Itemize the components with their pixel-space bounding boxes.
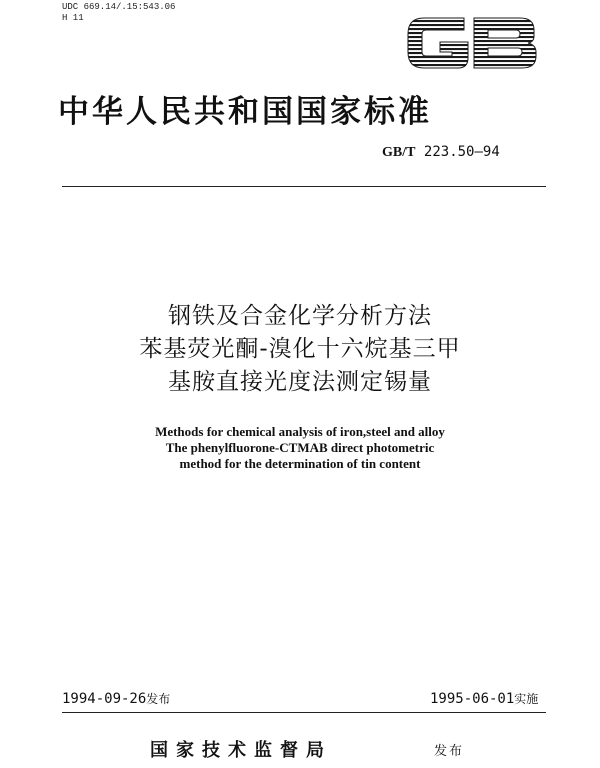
effective-date xyxy=(430,690,538,707)
en-title-line-3: method for the determination of tin content xyxy=(179,456,421,471)
effective-date-value: 1995-06-01 xyxy=(430,691,515,707)
bottom-divider xyxy=(62,712,546,713)
en-title-line-1: Methods for chemical analysis of iron,steel and alloy xyxy=(155,424,445,439)
effective-date-label: 实施 xyxy=(514,692,539,706)
issue-date-value: 1994-09-26 xyxy=(62,691,147,707)
top-divider xyxy=(62,186,546,187)
national-standard-title: 中华人民共和国国家标准 xyxy=(58,94,432,130)
classification-code: H 11 xyxy=(62,13,84,23)
issuing-authority: 国家技术监督局 xyxy=(150,740,332,761)
standard-code xyxy=(382,144,500,161)
zh-title-line-3: 基胺直接光度法测定锡量 xyxy=(168,369,432,395)
en-title-line-2: The phenylfluorone-CTMAB direct photometric xyxy=(165,440,435,455)
zh-title-line-2: 苯基荧光酮-溴化十六烷基三甲 xyxy=(139,336,461,362)
udc-number: UDC 669.14/.15:543.06 xyxy=(62,2,176,12)
issue-date-label: 发布 xyxy=(146,692,171,706)
zh-title-line-1: 钢铁及合金化学分析方法 xyxy=(168,303,432,329)
issuing-action: 发布 xyxy=(434,744,465,759)
chinese-document-title xyxy=(0,300,600,399)
udc-block xyxy=(62,2,175,24)
standard-code-prefix: GB/T xyxy=(382,145,416,160)
standard-code-number: 223.50—94 xyxy=(423,144,500,160)
english-document-title xyxy=(0,424,600,472)
gb-logo xyxy=(402,12,540,72)
issue-date xyxy=(62,690,170,707)
